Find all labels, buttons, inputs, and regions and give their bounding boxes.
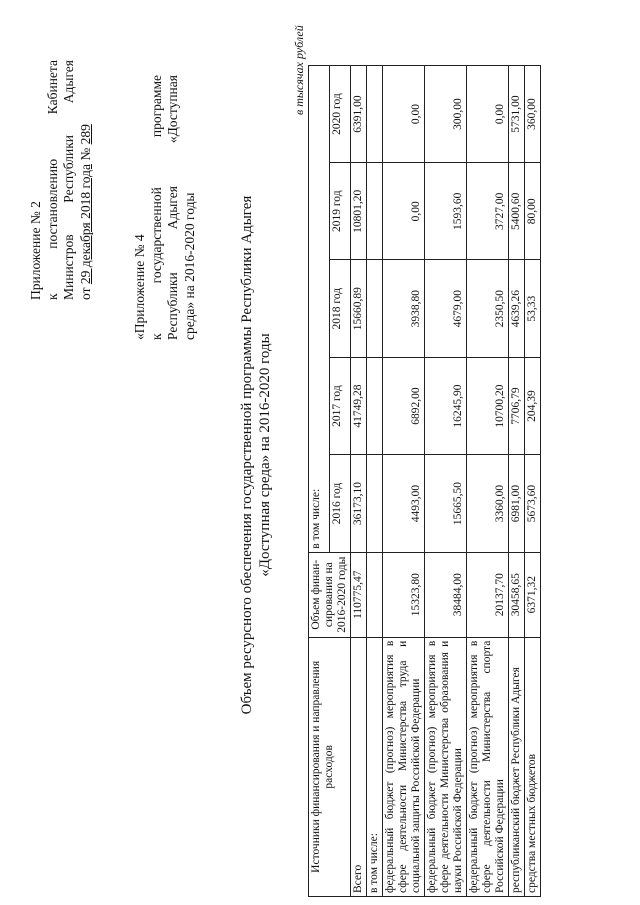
appendix-4-line4: среда» на 2016-2020 годы [181,192,197,340]
row-total: 15323,80 [383,552,425,637]
header-including: в том числе: [309,66,330,553]
row-year-value: 3727,00 [467,163,509,260]
row-year-value: 6981,00 [509,455,525,552]
row-year-value: 1593,60 [425,163,467,260]
row-year-value: 2350,50 [467,260,509,357]
appendix-2-word: Адыгея [61,60,76,104]
appendix-4-word: к [148,333,164,340]
appendix-4-word: «Доступная [165,75,180,144]
row-year-value [367,260,383,357]
row-label: федеральный бюджет (прогноз) мероприятия в сфере деятельности Министерства труда и социальной защиты Российской Федерации [383,637,425,896]
row-year-value: 5731,00 [509,66,525,163]
row-year-value: 5400,60 [509,163,525,260]
row-year-value: 0,00 [467,66,509,163]
row-year-value: 4639,26 [509,260,525,357]
row-year-value: 53,33 [525,260,541,357]
header-year: 2017 год [330,357,351,454]
header-year: 2019 год [330,163,351,260]
appendix-2-date-prefix: от [77,287,93,300]
row-year-value [367,163,383,260]
appendix-4-word: программе [148,75,164,138]
row-year-value: 300,00 [425,66,467,163]
appendix-2-word: Министров [61,234,76,300]
row-year-value [367,357,383,454]
row-label: федеральный бюджет (прогноз) мероприятия в сфере деятельности Министерства образования и науки Российской Федерации [425,637,467,896]
table-row [383,66,425,897]
appendix-2-word: к [44,293,60,300]
appendix-2-date: 29 декабря 2018 года [77,164,93,285]
row-year-value: 6892,00 [383,357,425,454]
document-title-line1: Объем ресурсного обеспечения государственной программы Республики Адыгея [239,195,255,715]
document-title-line2: «Доступная среда» на 2016-2020 годы [257,333,273,577]
row-year-value: 80,00 [525,163,541,260]
table-row [509,66,525,897]
row-year-value: 4493,00 [383,455,425,552]
funding-table [308,65,541,897]
appendix-2-number: 289 [77,124,93,145]
row-year-value: 10700,20 [467,357,509,454]
row-year-value: 5673,60 [525,455,541,552]
appendix-4-line2 [149,75,166,340]
row-year-value: 41749,28 [351,357,367,454]
row-year-value: 7706,79 [509,357,525,454]
appendix-2-word: Республики [61,134,76,203]
header-total: Объем финан-сирования на 2016-2020 годы [309,552,351,637]
row-total: 38484,00 [425,552,467,637]
row-year-value: 3938,80 [383,260,425,357]
row-year-value: 0,00 [383,163,425,260]
appendix-4-line1: «Приложение № 4 [132,234,147,340]
appendix-2-line1: Приложение № 2 [28,201,43,300]
table-row [351,66,367,897]
appendix-2-line2 [45,60,62,300]
row-year-value: 0,00 [383,66,425,163]
table-row [367,66,383,897]
row-label: в том числе: [367,637,383,896]
row-total [367,552,383,637]
appendix-2-number-label: № [77,147,93,161]
appendix-4-word: Республики [165,272,180,340]
appendix-4-word: Адыгея [165,186,180,230]
appendix-2-line4 [78,60,95,300]
row-year-value: 6391,00 [351,66,367,163]
header-year: 2020 год [330,66,351,163]
appendix-2-word: постановлению [44,158,60,249]
row-year-value [367,66,383,163]
row-total: 30458,65 [509,552,525,637]
header-source: Источники финансирования и направления расходов [309,637,351,896]
row-year-value: 15665,50 [425,455,467,552]
appendix-2-line3 [61,60,78,300]
row-label: средства местных бюджетов [525,637,541,896]
appendix-4-header [132,75,198,340]
row-year-value: 3360,00 [467,455,509,552]
appendix-4-word: государственной [148,187,164,284]
table-header-row [309,66,330,897]
row-year-value: 16245,90 [425,357,467,454]
header-year: 2018 год [330,260,351,357]
table-row [467,66,509,897]
row-year-value [367,455,383,552]
appendix-2-word: Кабинета [44,60,60,115]
row-total: 6371,32 [525,552,541,637]
row-total: 20137,70 [467,552,509,637]
table-row [525,66,541,897]
appendix-4-line3 [165,75,182,340]
row-total: 110775,47 [351,552,367,637]
header-year: 2016 год [330,455,351,552]
table-row [425,66,467,897]
row-year-value: 4679,00 [425,260,467,357]
row-label: республиканский бюджет Республики Адыгея [509,637,525,896]
row-year-value: 15660,89 [351,260,367,357]
row-year-value: 360,00 [525,66,541,163]
row-year-value: 204,39 [525,357,541,454]
units-note: в тысячах рублей [292,25,306,115]
row-year-value: 10801,20 [351,163,367,260]
row-label: федеральный бюджет (прогноз) мероприятия в сфере деятельности Министерства спорта Российской Федерации [467,637,509,896]
row-year-value: 36173,10 [351,455,367,552]
document-title [238,175,274,735]
row-label: Всего [351,637,367,896]
appendix-2-header [28,60,94,300]
table-body [351,66,541,897]
